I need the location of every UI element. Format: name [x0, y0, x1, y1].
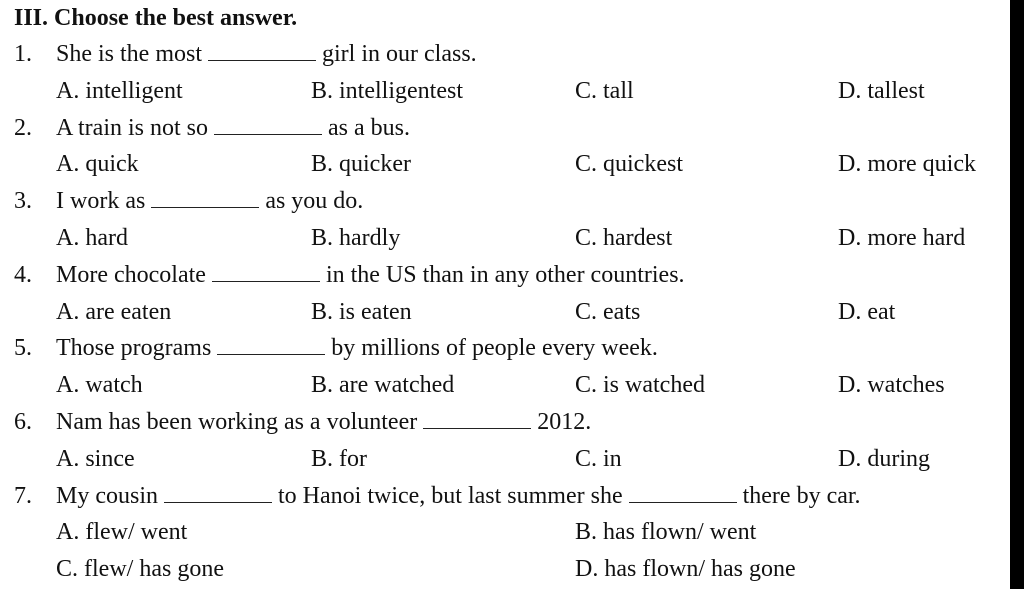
- option-a: A. since: [56, 446, 135, 472]
- option-d: D. during: [838, 446, 930, 472]
- option-d: D. more quick: [838, 151, 976, 177]
- option-b: B. has flown/ went: [575, 519, 757, 545]
- option-a: A. quick: [56, 151, 139, 177]
- question-text-part: A train is not so: [56, 115, 209, 141]
- question-number: 1.: [14, 41, 32, 67]
- question-text-part: there by car.: [742, 483, 861, 509]
- option-c: C. flew/ has gone: [56, 556, 224, 582]
- question-text-part: I work as: [56, 188, 146, 214]
- question-5: [14, 332, 658, 364]
- question-6: [14, 406, 591, 438]
- option-a: A. intelligent: [56, 78, 183, 104]
- question-text-part: as you do.: [265, 188, 364, 214]
- question-text-part: 2012.: [537, 409, 592, 435]
- question-number: 5.: [14, 335, 32, 361]
- option-a: A. watch: [56, 372, 143, 398]
- option-a: A. flew/ went: [56, 519, 188, 545]
- question-text-part: to Hanoi twice, but last summer she: [278, 483, 623, 509]
- option-d: D. more hard: [838, 225, 966, 251]
- option-c: C. tall: [575, 78, 634, 104]
- option-c: C. in: [575, 446, 622, 472]
- option-b: B. for: [311, 446, 367, 472]
- question-number: 7.: [14, 483, 32, 509]
- option-b: B. is eaten: [311, 299, 412, 325]
- option-c: C. is watched: [575, 372, 705, 398]
- answer-blank: [164, 484, 272, 503]
- option-d: D. tallest: [838, 78, 925, 104]
- section-title: III. Choose the best answer.: [14, 5, 298, 31]
- question-text-part: girl in our class.: [322, 41, 477, 67]
- option-d: D. watches: [838, 372, 945, 398]
- question-7: [14, 480, 861, 512]
- answer-blank: [423, 410, 531, 429]
- answer-blank: [212, 263, 320, 282]
- option-b: B. intelligentest: [311, 78, 463, 104]
- option-a: A. hard: [56, 225, 128, 251]
- answer-blank: [208, 42, 316, 61]
- window-edge: [1010, 0, 1024, 589]
- question-text-part: Nam has been working as a volunteer: [56, 409, 418, 435]
- option-b: B. are watched: [311, 372, 455, 398]
- option-c: C. hardest: [575, 225, 673, 251]
- option-d: D. eat: [838, 299, 896, 325]
- question-text-part: in the US than in any other countries.: [325, 262, 685, 288]
- question-text-part: She is the most: [56, 41, 203, 67]
- question-1: [14, 38, 477, 70]
- question-3: [14, 185, 363, 217]
- question-2: [14, 112, 410, 144]
- question-number: 3.: [14, 188, 32, 214]
- option-b: B. hardly: [311, 225, 401, 251]
- answer-blank: [217, 336, 325, 355]
- question-number: 2.: [14, 115, 32, 141]
- option-d: D. has flown/ has gone: [575, 556, 796, 582]
- question-number: 6.: [14, 409, 32, 435]
- answer-blank: [214, 116, 322, 135]
- question-number: 4.: [14, 262, 32, 288]
- option-b: B. quicker: [311, 151, 411, 177]
- question-text-part: My cousin: [56, 483, 158, 509]
- question-4: [14, 259, 685, 291]
- answer-blank: [629, 484, 737, 503]
- question-text-part: Those programs: [56, 335, 212, 361]
- answer-blank: [151, 189, 259, 208]
- option-c: C. quickest: [575, 151, 683, 177]
- question-text-part: More chocolate: [56, 262, 206, 288]
- question-text-part: by millions of people every week.: [331, 335, 658, 361]
- question-text-part: as a bus.: [328, 115, 410, 141]
- option-c: C. eats: [575, 299, 641, 325]
- option-a: A. are eaten: [56, 299, 172, 325]
